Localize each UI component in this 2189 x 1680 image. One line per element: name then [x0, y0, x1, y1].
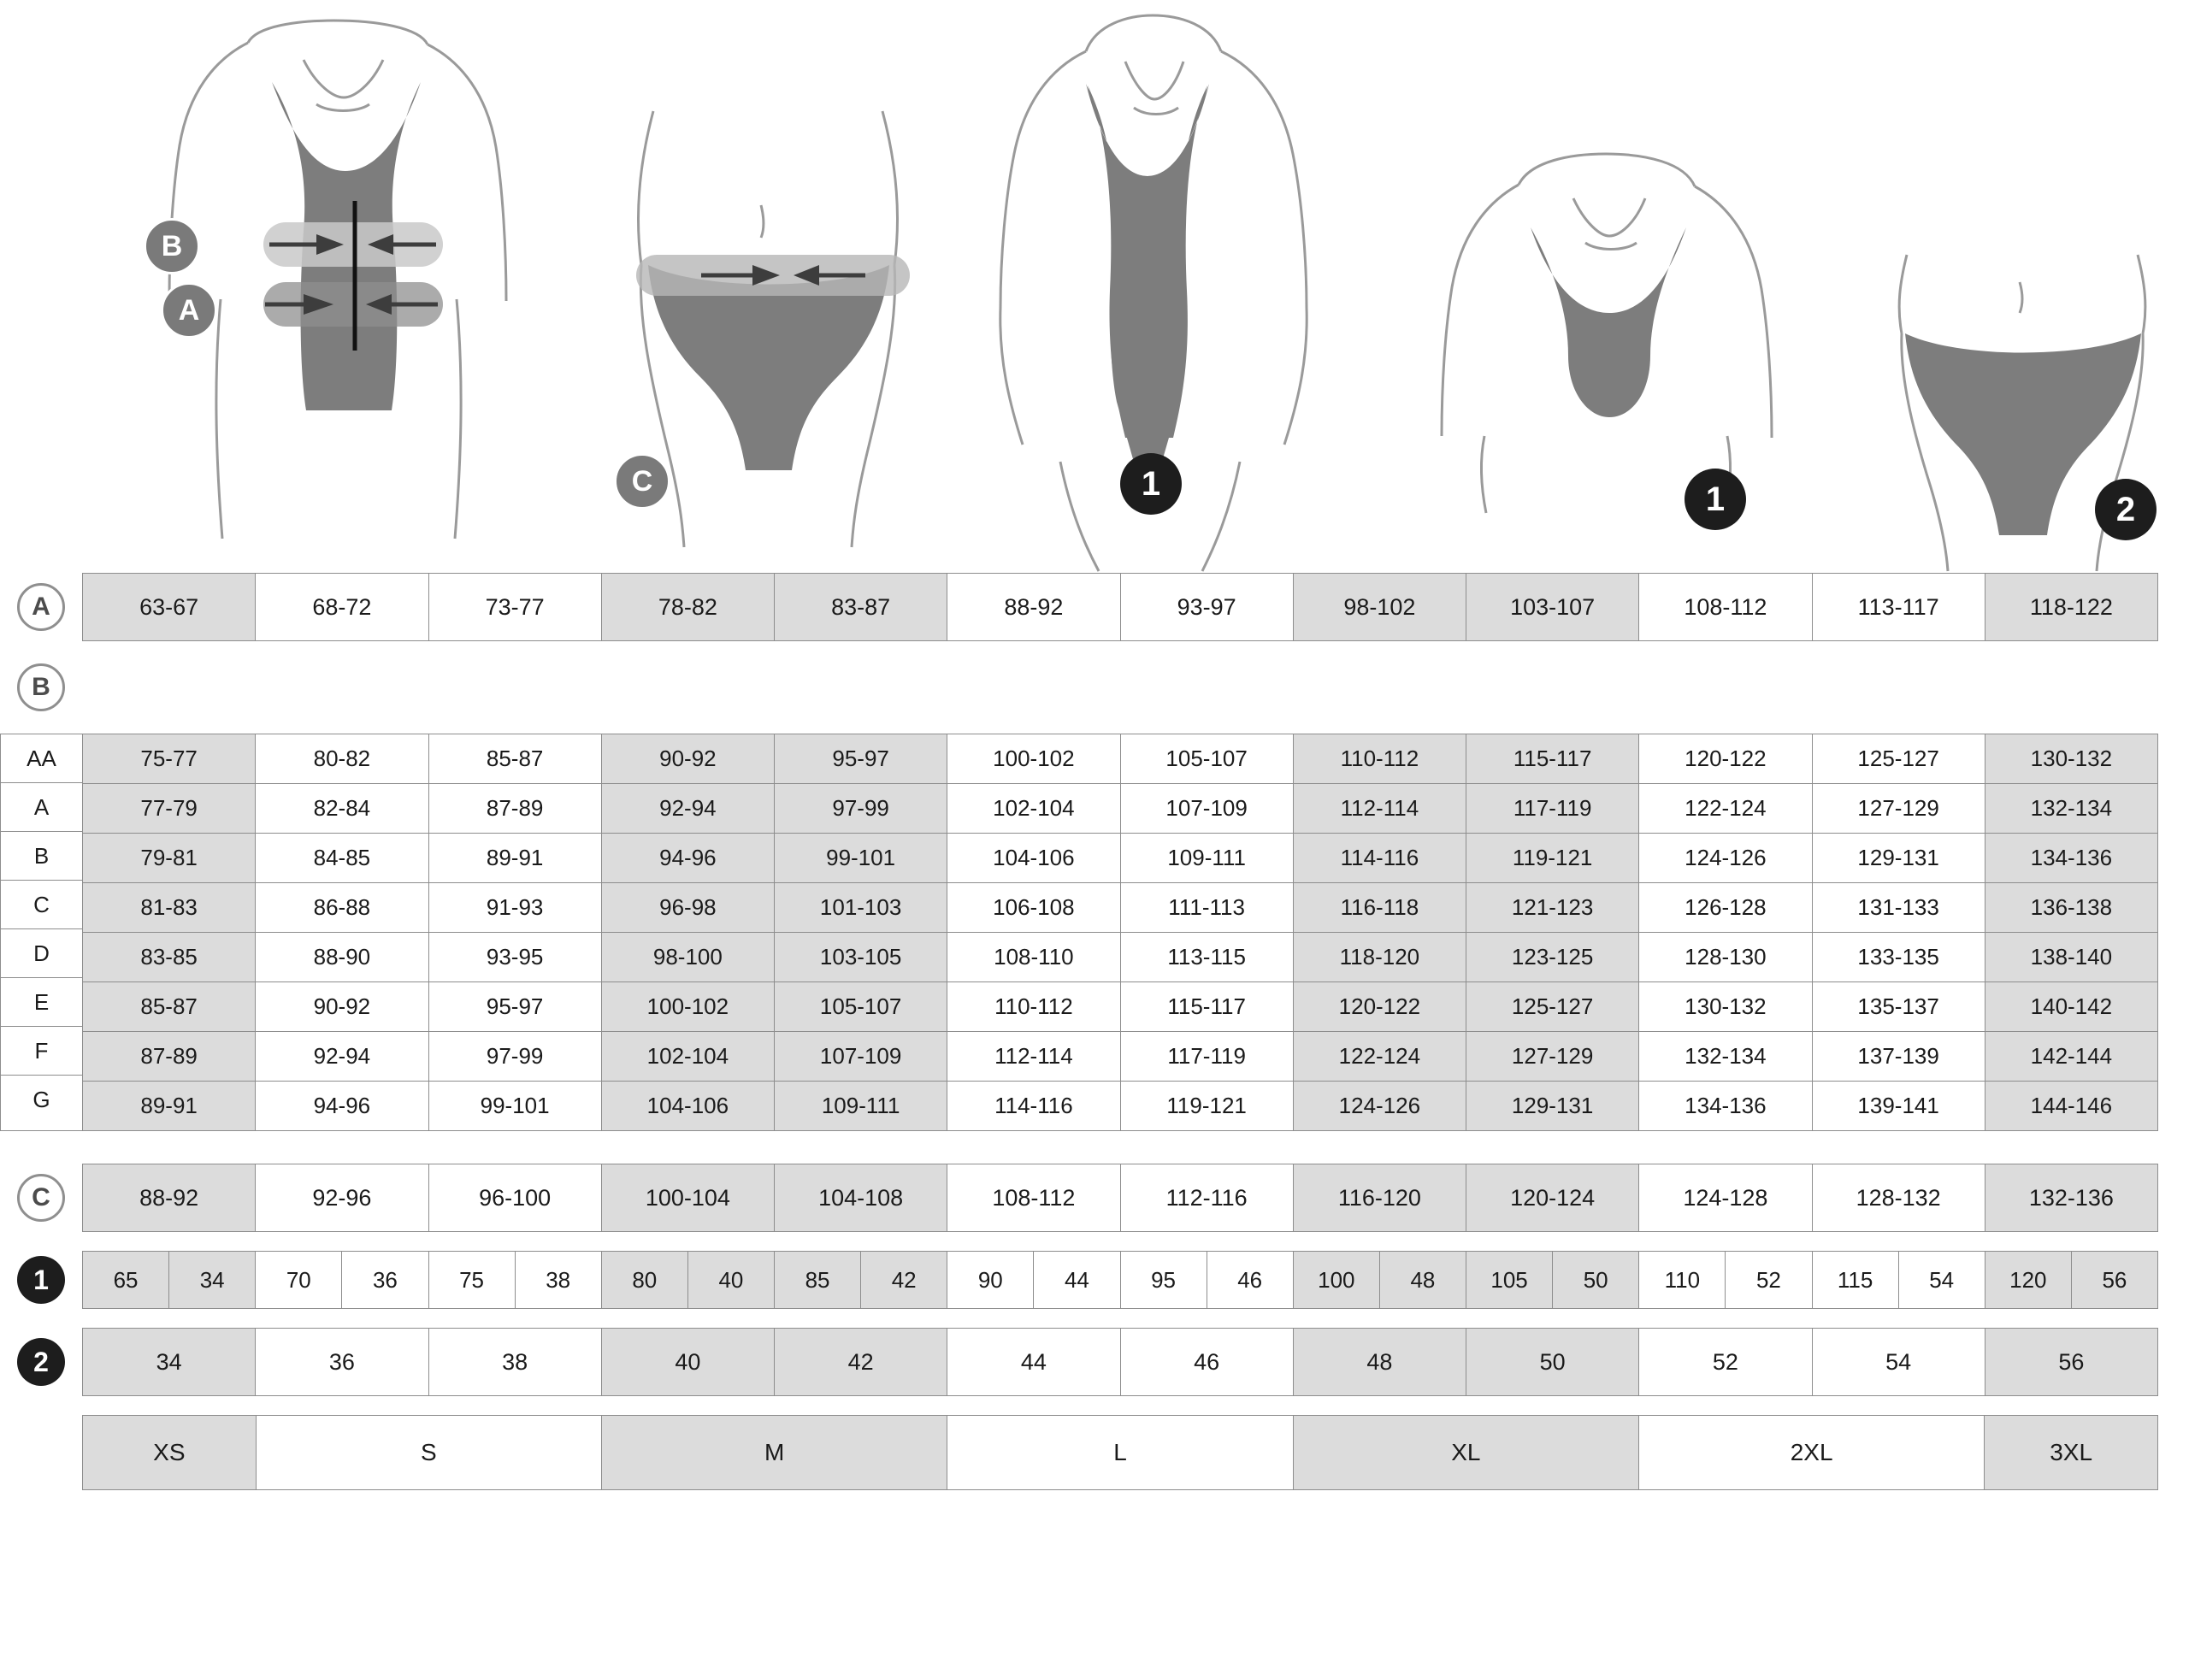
size-1-value: 80	[602, 1252, 688, 1308]
badge-a	[161, 282, 217, 339]
bust-cell: 122-124	[1294, 1032, 1466, 1081]
row-c-badge-text: C	[32, 1183, 50, 1211]
bust-cell: 100-102	[602, 982, 775, 1031]
matrix-row	[83, 1082, 2157, 1130]
underbust-cell: 78-82	[602, 574, 775, 640]
badge-b-label: B	[161, 229, 183, 262]
row-b-badge	[17, 663, 65, 711]
size-1-value: 56	[2102, 1266, 2127, 1293]
size-1-cell	[775, 1252, 947, 1308]
letter-size-cell: S	[257, 1416, 602, 1489]
size-2-cell: 52	[1639, 1329, 1812, 1395]
bust-cell: 80-82	[256, 734, 428, 783]
row-2-label	[0, 1328, 82, 1396]
bust-cell: 144-146	[1985, 1082, 2157, 1130]
bust-cell: 127-129	[1466, 1032, 1639, 1081]
size-2-cell: 40	[602, 1329, 775, 1395]
bust-cell: 79-81	[83, 834, 256, 882]
size-2-cell: 36	[256, 1329, 428, 1395]
bust-cell: 118-120	[1294, 933, 1466, 981]
size-1-value: 38	[546, 1266, 571, 1293]
cup-label: AA	[1, 734, 82, 783]
bust-cell: 114-116	[947, 1082, 1120, 1130]
size-1-cell	[1294, 1252, 1466, 1308]
bust-cell: 126-128	[1639, 883, 1812, 932]
bust-cell: 133-135	[1813, 933, 1985, 981]
size-2-cell: 44	[947, 1329, 1120, 1395]
size-1-cell	[602, 1252, 775, 1308]
bust-cell: 110-112	[947, 982, 1120, 1031]
row-a-badge	[17, 583, 65, 631]
letter-size-cell: 3XL	[1985, 1416, 2157, 1489]
bust-cell: 97-99	[429, 1032, 602, 1081]
bust-cell: 99-101	[775, 834, 947, 882]
cup-label: C	[1, 881, 82, 929]
bust-cell: 110-112	[1294, 734, 1466, 783]
matrix-row	[83, 982, 2157, 1032]
bust-cell: 94-96	[256, 1082, 428, 1130]
bust-cell: 130-132	[1639, 982, 1812, 1031]
bust-cell: 107-109	[1121, 784, 1294, 833]
illustrations	[0, 0, 2189, 573]
bust-cell: 98-100	[602, 933, 775, 981]
size-2-cell: 34	[83, 1329, 256, 1395]
bust-cell: 122-124	[1639, 784, 1812, 833]
size-1-value: 100	[1294, 1252, 1380, 1308]
bust-cell: 103-105	[775, 933, 947, 981]
bust-cell: 138-140	[1985, 933, 2157, 981]
hip-cell: 120-124	[1466, 1164, 1639, 1231]
size-1-value: 54	[1929, 1266, 1955, 1293]
bust-cell: 97-99	[775, 784, 947, 833]
row-2-cells	[82, 1328, 2158, 1396]
size-1-value: 95	[1121, 1252, 1207, 1308]
bust-cell: 95-97	[429, 982, 602, 1031]
size-1-value: 34	[199, 1266, 225, 1293]
bust-cell: 135-137	[1813, 982, 1985, 1031]
hip-cell: 108-112	[947, 1164, 1120, 1231]
bust-cell: 127-129	[1813, 784, 1985, 833]
letter-size-cell: XL	[1294, 1416, 1639, 1489]
size-1-value: 40	[718, 1266, 744, 1293]
bust-cell: 132-134	[1639, 1032, 1812, 1081]
size-1-cell	[1466, 1252, 1639, 1308]
bust-cell: 105-107	[1121, 734, 1294, 783]
hip-cell: 124-128	[1639, 1164, 1812, 1231]
row-c-hips	[0, 1164, 2189, 1232]
cup-label: F	[1, 1027, 82, 1076]
letter-size-cell: M	[602, 1416, 947, 1489]
bust-cell: 128-130	[1639, 933, 1812, 981]
bust-cell: 89-91	[429, 834, 602, 882]
size-2-cell: 56	[1985, 1329, 2157, 1395]
bust-cell: 85-87	[429, 734, 602, 783]
row-a-underbust	[0, 573, 2189, 641]
bust-cell: 140-142	[1985, 982, 2157, 1031]
bust-cell: 117-119	[1121, 1032, 1294, 1081]
badge-b	[144, 218, 200, 274]
bust-cell: 116-118	[1294, 883, 1466, 932]
hip-cell: 88-92	[83, 1164, 256, 1231]
size-1-cell	[83, 1252, 256, 1308]
bra-cups-shape	[1531, 227, 1686, 417]
cup-label: A	[1, 783, 82, 832]
underbust-cell: 113-117	[1813, 574, 1985, 640]
bust-cell: 83-85	[83, 933, 256, 981]
bust-cell: 109-111	[1121, 834, 1294, 882]
row-c-cells	[82, 1164, 2158, 1232]
matrix-row	[83, 1032, 2157, 1082]
hip-cell: 92-96	[256, 1164, 428, 1231]
size-1-cell	[1639, 1252, 1812, 1308]
underbust-cell: 73-77	[429, 574, 602, 640]
size-1-value: 105	[1466, 1252, 1553, 1308]
row-c-label	[0, 1164, 82, 1232]
cup-label: B	[1, 832, 82, 881]
bust-cell: 90-92	[602, 734, 775, 783]
badge-bra-1-label: 1	[1705, 480, 1726, 518]
matrix-row	[83, 734, 2157, 784]
row-1-badge	[17, 1256, 65, 1304]
bust-cell: 124-126	[1639, 834, 1812, 882]
bust-cell: 100-102	[947, 734, 1120, 783]
bust-cell: 114-116	[1294, 834, 1466, 882]
hip-cell: 132-136	[1985, 1164, 2157, 1231]
figure-bra	[1385, 145, 1830, 573]
row-2-badge-text: 2	[33, 1346, 49, 1377]
size-1-value: 65	[83, 1252, 169, 1308]
bust-cell: 120-122	[1639, 734, 1812, 783]
bust-cell: 93-95	[429, 933, 602, 981]
underbust-cell: 83-87	[775, 574, 947, 640]
row-a-cells	[82, 573, 2158, 641]
bust-cell: 134-136	[1985, 834, 2157, 882]
bust-cell: 106-108	[947, 883, 1120, 932]
bra-figure-svg	[1385, 145, 1830, 573]
matrix-row	[83, 834, 2157, 883]
row-a-label	[0, 573, 82, 641]
row-c-badge	[17, 1174, 65, 1222]
row-b-label	[0, 660, 82, 715]
size-2-cell: 42	[775, 1329, 947, 1395]
bust-cell: 88-90	[256, 933, 428, 981]
cup-values-grid	[82, 734, 2158, 1131]
bust-cell: 101-103	[775, 883, 947, 932]
bust-cell: 132-134	[1985, 784, 2157, 833]
size-1-value: 70	[256, 1252, 342, 1308]
figure-bust-measurement	[120, 9, 599, 564]
bust-cell: 120-122	[1294, 982, 1466, 1031]
figure-swimsuit	[958, 0, 1342, 573]
bust-cell: 90-92	[256, 982, 428, 1031]
size-1-value: 75	[429, 1252, 516, 1308]
bust-cell: 136-138	[1985, 883, 2157, 932]
hip-cell: 128-132	[1813, 1164, 1985, 1231]
size-2-cell: 50	[1466, 1329, 1639, 1395]
bust-cell: 124-126	[1294, 1082, 1466, 1130]
size-1-value: 120	[1985, 1252, 2072, 1308]
bust-cell: 137-139	[1813, 1032, 1985, 1081]
badge-bra-1	[1685, 469, 1746, 530]
bust-cell: 134-136	[1639, 1082, 1812, 1130]
size-1-value: 85	[775, 1252, 861, 1308]
row-1-cells	[82, 1251, 2158, 1309]
figure-brief	[1856, 248, 2189, 573]
bust-cell: 113-115	[1121, 933, 1294, 981]
bust-cell: 125-127	[1813, 734, 1985, 783]
bust-cell: 129-131	[1813, 834, 1985, 882]
underbust-cell: 68-72	[256, 574, 428, 640]
bust-cell: 102-104	[602, 1032, 775, 1081]
bust-cell: 102-104	[947, 784, 1120, 833]
row-2-sizes	[0, 1328, 2189, 1396]
size-1-value: 36	[372, 1266, 398, 1293]
bust-cell: 112-114	[947, 1032, 1120, 1081]
bust-cell: 139-141	[1813, 1082, 1985, 1130]
bust-cell: 82-84	[256, 784, 428, 833]
size-1-cell	[947, 1252, 1120, 1308]
bust-cell: 125-127	[1466, 982, 1639, 1031]
bust-cell: 85-87	[83, 982, 256, 1031]
bust-cell: 81-83	[83, 883, 256, 932]
hip-cell: 100-104	[602, 1164, 775, 1231]
bust-cup-matrix	[0, 734, 2189, 1131]
row-2-badge	[17, 1338, 65, 1386]
bust-cell: 105-107	[775, 982, 947, 1031]
bust-cell: 121-123	[1466, 883, 1639, 932]
cup-label-column	[0, 734, 82, 1131]
bust-cell: 115-117	[1121, 982, 1294, 1031]
size-1-value: 50	[1583, 1266, 1608, 1293]
underbust-cell: 93-97	[1121, 574, 1294, 640]
bust-cell: 96-98	[602, 883, 775, 932]
bust-cell: 77-79	[83, 784, 256, 833]
bust-cell: 104-106	[947, 834, 1120, 882]
bust-cell: 89-91	[83, 1082, 256, 1130]
matrix-row	[83, 883, 2157, 933]
bust-cell: 123-125	[1466, 933, 1639, 981]
bust-cell: 107-109	[775, 1032, 947, 1081]
bust-cell: 87-89	[83, 1032, 256, 1081]
bust-cell: 92-94	[602, 784, 775, 833]
row-letter-label	[0, 1415, 82, 1490]
bust-cell: 109-111	[775, 1082, 947, 1130]
underbust-cell: 63-67	[83, 574, 256, 640]
bust-cell: 119-121	[1121, 1082, 1294, 1130]
cup-label: D	[1, 929, 82, 978]
cup-label: E	[1, 978, 82, 1027]
row-1-label	[0, 1251, 82, 1309]
bust-cell: 130-132	[1985, 734, 2157, 783]
bust-cell: 99-101	[429, 1082, 602, 1130]
bust-cell: 104-106	[602, 1082, 775, 1130]
badge-c-label: C	[631, 464, 653, 498]
row-a-badge-text: A	[32, 592, 50, 621]
bust-cell: 119-121	[1466, 834, 1639, 882]
bust-cell: 142-144	[1985, 1032, 2157, 1081]
bust-cell: 94-96	[602, 834, 775, 882]
matrix-row	[83, 784, 2157, 834]
bust-cell: 87-89	[429, 784, 602, 833]
size-2-cell: 38	[429, 1329, 602, 1395]
size-1-value: 46	[1237, 1266, 1263, 1293]
row-1-sizes	[0, 1251, 2189, 1309]
badge-brief-2-label: 2	[2115, 490, 2136, 528]
hip-cell: 112-116	[1121, 1164, 1294, 1231]
underbust-cell: 103-107	[1466, 574, 1639, 640]
bust-cell: 91-93	[429, 883, 602, 932]
size-1-value: 115	[1813, 1252, 1899, 1308]
badge-a-label: A	[178, 293, 200, 327]
underbust-cell: 108-112	[1639, 574, 1812, 640]
hip-cell: 96-100	[429, 1164, 602, 1231]
size-1-cell	[1121, 1252, 1294, 1308]
bust-cell: 117-119	[1466, 784, 1639, 833]
badge-brief-2	[2095, 479, 2157, 540]
size-1-value: 48	[1410, 1266, 1436, 1293]
bust-cell: 131-133	[1813, 883, 1985, 932]
size-1-value: 42	[891, 1266, 917, 1293]
underbust-cell: 98-102	[1294, 574, 1466, 640]
letter-size-cell: L	[947, 1416, 1293, 1489]
row-1-badge-text: 1	[33, 1264, 49, 1295]
letter-size-cell: XS	[83, 1416, 257, 1489]
size-2-cell: 54	[1813, 1329, 1985, 1395]
badge-swimsuit-1	[1120, 453, 1182, 515]
row-letter-cells	[82, 1415, 2158, 1490]
bust-cell: 92-94	[256, 1032, 428, 1081]
size-1-value: 90	[947, 1252, 1034, 1308]
size-1-value: 44	[1064, 1266, 1089, 1293]
badge-c	[614, 453, 670, 510]
figure-hip-measurement	[590, 9, 949, 564]
size-1-cell	[256, 1252, 428, 1308]
bust-cell: 86-88	[256, 883, 428, 932]
cup-label: G	[1, 1076, 82, 1124]
size-1-cell	[429, 1252, 602, 1308]
bust-cell: 84-85	[256, 834, 428, 882]
size-1-cell	[1813, 1252, 1985, 1308]
underbust-cell: 118-122	[1985, 574, 2157, 640]
bust-cell: 129-131	[1466, 1082, 1639, 1130]
size-1-value: 52	[1755, 1266, 1781, 1293]
bust-cell: 75-77	[83, 734, 256, 783]
underbust-cell: 88-92	[947, 574, 1120, 640]
size-1-cell	[1985, 1252, 2157, 1308]
badge-swimsuit-1-label: 1	[1141, 464, 1161, 503]
row-letter-sizes	[0, 1415, 2189, 1490]
row-b-label-row	[0, 660, 2189, 715]
bust-cell: 95-97	[775, 734, 947, 783]
size-2-cell: 46	[1121, 1329, 1294, 1395]
bust-cell: 112-114	[1294, 784, 1466, 833]
row-b-badge-text: B	[32, 673, 50, 701]
bust-cell: 111-113	[1121, 883, 1294, 932]
bust-cell: 115-117	[1466, 734, 1639, 783]
letter-size-cell: 2XL	[1639, 1416, 1985, 1489]
hip-cell: 104-108	[775, 1164, 947, 1231]
matrix-row	[83, 933, 2157, 982]
hip-cell: 116-120	[1294, 1164, 1466, 1231]
bust-cell: 108-110	[947, 933, 1120, 981]
size-1-value: 110	[1639, 1252, 1726, 1308]
size-2-cell: 48	[1294, 1329, 1466, 1395]
